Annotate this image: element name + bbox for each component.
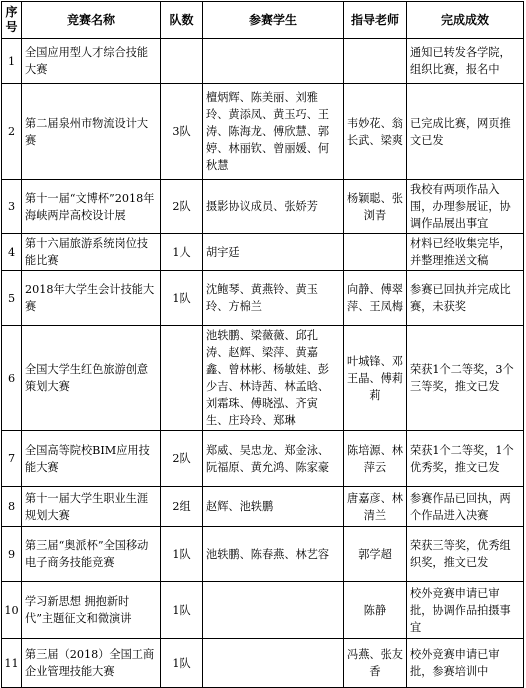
cell-name: 学习新思想 拥抱新时代”主题征文和微演讲 xyxy=(22,582,161,639)
cell-result: 荣获1个二等奖，3个三等奖，推文已发 xyxy=(407,326,524,431)
table-row xyxy=(2,431,524,487)
table-row xyxy=(2,639,524,688)
cell-result: 通知已转发各学院，组织比赛，报名中 xyxy=(407,39,524,84)
header-name: 竞赛名称 xyxy=(22,2,161,39)
cell-advisors: 唐嘉彦、林清兰 xyxy=(344,487,407,527)
cell-name: 全国大学生红色旅游创意策划大赛 xyxy=(22,326,161,431)
competition-table xyxy=(1,1,524,688)
cell-name: 全国高等院校BIM应用技能大赛 xyxy=(22,431,161,487)
header-row xyxy=(2,2,524,39)
cell-result: 参赛作品已回执，两个作品进入决赛 xyxy=(407,487,524,527)
cell-students: 郑威、吴忠龙、郑金泳、阮福原、黄允鸿、陈家豪 xyxy=(203,431,344,487)
cell-advisors: 杨颖聪、张浏青 xyxy=(344,180,407,234)
cell-advisors xyxy=(344,39,407,84)
cell-teams: 1队 xyxy=(161,639,203,688)
cell-teams xyxy=(161,39,203,84)
cell-students xyxy=(203,582,344,639)
cell-result: 参赛已回执并完成比赛，未获奖 xyxy=(407,271,524,326)
cell-advisors: 向静、傅翠萍、王凤梅 xyxy=(344,271,407,326)
cell-name: 第三届“奥派杯”全国移动电子商务技能竞赛 xyxy=(22,527,161,582)
cell-advisors: 陈培源、林萍云 xyxy=(344,431,407,487)
cell-result: 荣获1个二等奖，1个优秀奖，推文已发 xyxy=(407,431,524,487)
cell-no: 8 xyxy=(2,487,22,527)
table-row xyxy=(2,39,524,84)
cell-teams: 2组 xyxy=(161,487,203,527)
cell-no: 6 xyxy=(2,326,22,431)
cell-teams: 1队 xyxy=(161,582,203,639)
table-row xyxy=(2,234,524,271)
cell-students: 赵辉、池轶鹏 xyxy=(203,487,344,527)
cell-students xyxy=(203,39,344,84)
cell-result: 我校有两项作品入围，办理参展证，协调作品展出事宜 xyxy=(407,180,524,234)
cell-no: 1 xyxy=(2,39,22,84)
cell-teams xyxy=(161,326,203,431)
header-no: 序号 xyxy=(2,2,22,39)
cell-students: 胡宇廷 xyxy=(203,234,344,271)
table-row xyxy=(2,326,524,431)
cell-no: 5 xyxy=(2,271,22,326)
cell-advisors: 郭学超 xyxy=(344,527,407,582)
table-row xyxy=(2,487,524,527)
cell-advisors: 冯燕、张友香 xyxy=(344,639,407,688)
cell-no: 9 xyxy=(2,527,22,582)
cell-name: 第十六届旅游系统岗位技能比赛 xyxy=(22,234,161,271)
cell-name: 第二届泉州市物流设计大赛 xyxy=(22,84,161,180)
cell-teams: 1队 xyxy=(161,271,203,326)
cell-result: 荣获三等奖，优秀组织奖，推文已发 xyxy=(407,527,524,582)
cell-name: 第三届（2018）全国工商企业管理技能大赛 xyxy=(22,639,161,688)
cell-advisors xyxy=(344,234,407,271)
cell-students: 檀炳辉、陈美丽、刘雅玲、黄添凤、黄玉巧、王涛、陈海龙、傅欣慧、郭婷、林丽钦、曾丽媛、何秋慧 xyxy=(203,84,344,180)
cell-name: 第十一届“文博杯”2018年海峡两岸高校设计展 xyxy=(22,180,161,234)
cell-result: 校外竞赛申请已审批，参赛培训中 xyxy=(407,639,524,688)
header-students: 参赛学生 xyxy=(203,2,344,39)
cell-no: 7 xyxy=(2,431,22,487)
table-row xyxy=(2,180,524,234)
cell-result: 已完成比赛，网页推文已发 xyxy=(407,84,524,180)
cell-teams: 2队 xyxy=(161,180,203,234)
header-teams: 队数 xyxy=(161,2,203,39)
cell-no: 3 xyxy=(2,180,22,234)
table-row xyxy=(2,582,524,639)
cell-advisors: 陈静 xyxy=(344,582,407,639)
cell-name: 第十一届大学生职业生涯规划大赛 xyxy=(22,487,161,527)
cell-teams: 2队 xyxy=(161,431,203,487)
cell-result: 校外竞赛申请已审批，协调作品拍摄事宜 xyxy=(407,582,524,639)
table-row xyxy=(2,84,524,180)
cell-no: 11 xyxy=(2,639,22,688)
header-advisors: 指导老师 xyxy=(344,2,407,39)
cell-students: 池轶鹏、陈春燕、林艺容 xyxy=(203,527,344,582)
cell-name: 全国应用型人才综合技能大赛 xyxy=(22,39,161,84)
cell-students: 沈鲍琴、黄燕铃、黄玉玲、方棉兰 xyxy=(203,271,344,326)
cell-result: 材料已经收集完毕，并整理推送文稿 xyxy=(407,234,524,271)
cell-teams: 1队 xyxy=(161,527,203,582)
cell-name: 2018年大学生会计技能大赛 xyxy=(22,271,161,326)
cell-advisors: 叶城锋、邓王晶、傅莉莉 xyxy=(344,326,407,431)
cell-teams: 1人 xyxy=(161,234,203,271)
cell-no: 10 xyxy=(2,582,22,639)
cell-students: 池轶鹏、梁薇薇、邱孔涛、赵辉、梁萍、黄嘉鑫、曾林彬、杨敏娃、彭少吉、林诗茜、林孟晗、刘霜珠、傅晓泓、齐寅生、庄玲玲、郑琳 xyxy=(203,326,344,431)
cell-no: 4 xyxy=(2,234,22,271)
cell-students: 摄影协议成员、张娇芳 xyxy=(203,180,344,234)
cell-no: 2 xyxy=(2,84,22,180)
cell-teams: 3队 xyxy=(161,84,203,180)
cell-students xyxy=(203,639,344,688)
table-row xyxy=(2,271,524,326)
header-result: 完成成效 xyxy=(407,2,524,39)
cell-advisors: 韦妙花、翁长武、梁爽 xyxy=(344,84,407,180)
table-row xyxy=(2,527,524,582)
